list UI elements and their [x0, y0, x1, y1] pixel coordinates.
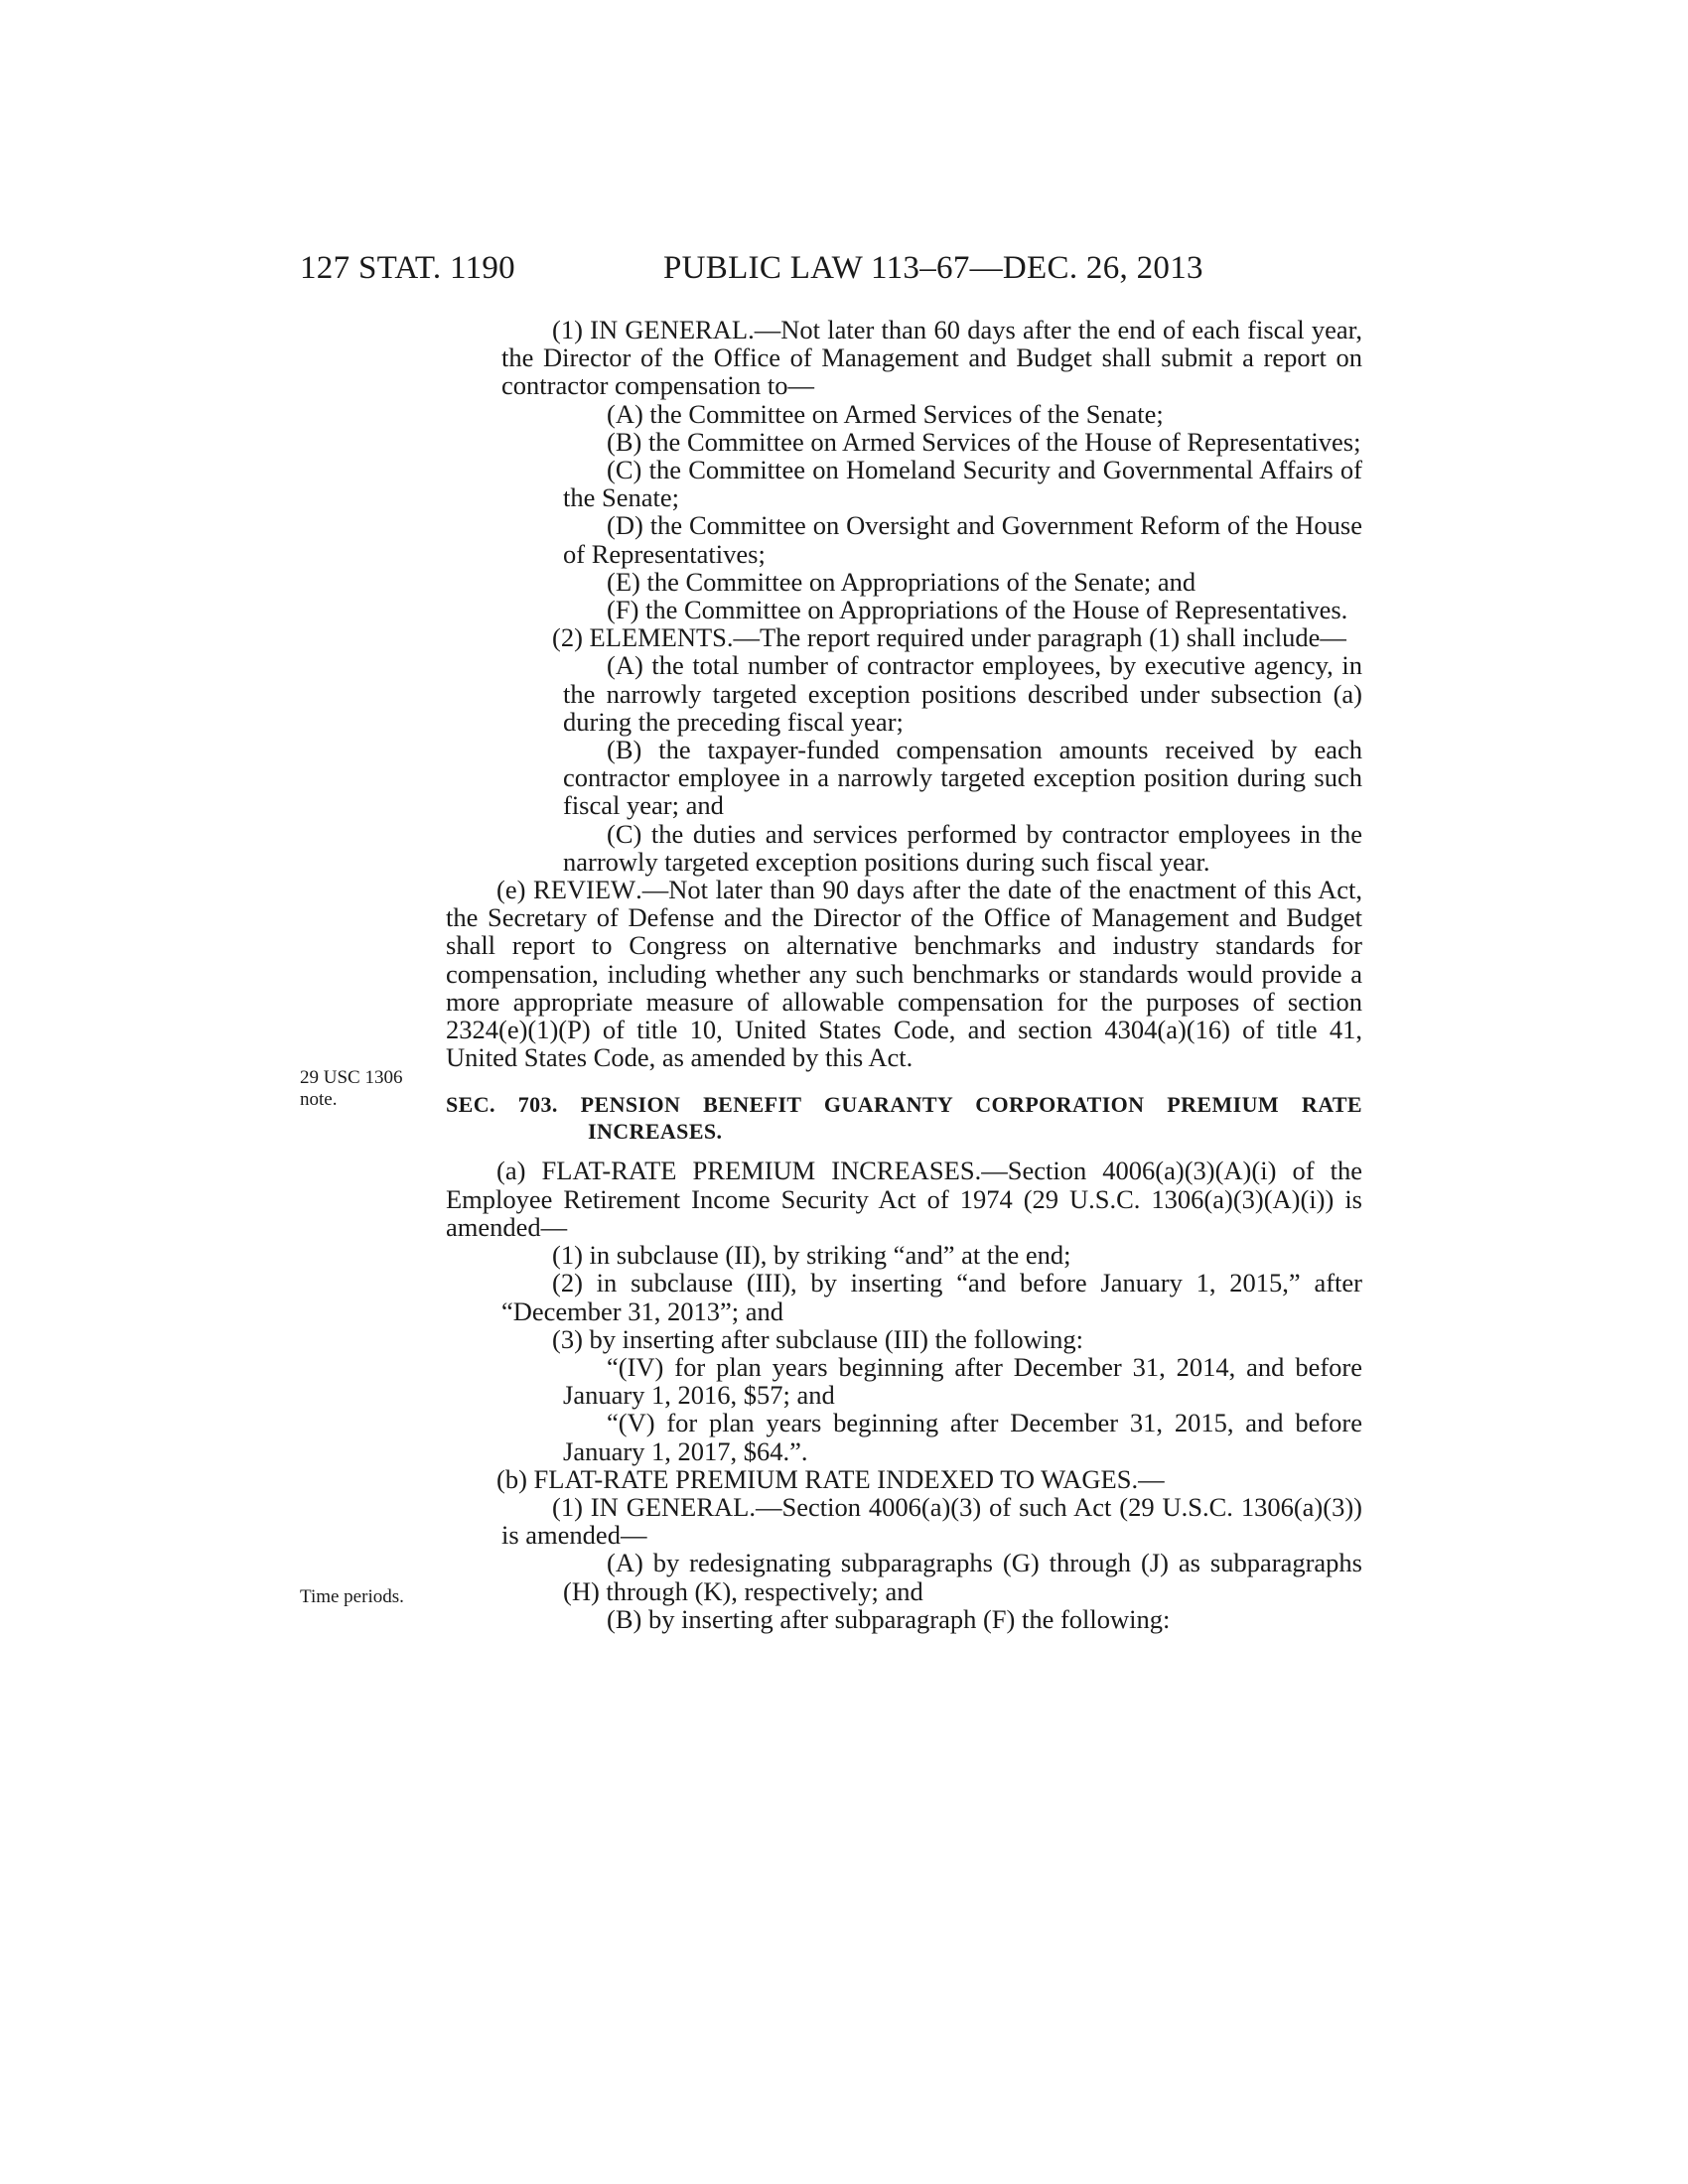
element-A: (A) the total number of contractor employees, by executive agency, in the narrowly targeted exception positions described under subsection (a) during the preceding fiscal year; [563, 650, 1362, 737]
margin-note-usc [300, 1067, 402, 1111]
b1-text: .—Section 4006(a)(3) of such Act (29 U.S.C. 1306(a)(3)) is amended— [501, 1491, 1362, 1551]
a-text: .—Section 4006(a)(3)(A)(i) of the Employee Retirement Income Security Act of 1974 (29 U.S.C. 1306(a)(3)(A)(i)) is amended— [446, 1156, 1362, 1242]
p1-text: .—Not later than 60 days after the end of each fiscal year, the Director of the Office of Management and Budget shall submit a report on contractor compensation to— [501, 315, 1362, 401]
section-703-heading: SEC. 703. PENSION BENEFIT GUARANTY CORPORATION PREMIUM RATE INCREASES. [446, 1092, 1362, 1145]
subsection-a-3: (3) by inserting after subclause (III) the following: [552, 1323, 1083, 1354]
p1-smallcaps: N GENERAL [599, 315, 749, 344]
a-smallcaps: LAT-RATE PREMIUM INCREASES [556, 1156, 975, 1186]
b-text: .— [1131, 1463, 1165, 1494]
margin-usc-cite: 29 USC 1306 [300, 1067, 403, 1088]
paragraph-1 [501, 316, 1362, 400]
subsection-e-review [446, 876, 1362, 1071]
element-B: (B) the taxpayer-funded compensation amounts received by each contractor employee in a narrowly targeted exception position during such fiscal year; and [563, 735, 1362, 821]
margin-note-time-periods: Time periods. [300, 1586, 404, 1607]
review-smallcaps: EVIEW [550, 875, 636, 905]
statute-text-column [446, 315, 1362, 1634]
stat-page-number: 127 STAT. 1190 [300, 250, 515, 286]
item-E: (E) the Committee on Appropriations of the Senate; and [607, 566, 1196, 597]
subsection-b-1-B: (B) by inserting after subparagraph (F) the following: [607, 1603, 1171, 1634]
p2-smallcaps: LEMENTS [605, 622, 727, 653]
item-B: (B) the Committee on Armed Services of the House of Representatives; [607, 426, 1361, 457]
review-lead: (e) R [496, 875, 551, 905]
b1-lead: (1) I [552, 1491, 600, 1522]
subsection-b [446, 1465, 1362, 1493]
p2-text: .—The report required under paragraph (1) shall include— [726, 622, 1346, 653]
review-text: .—Not later than 90 days after the date of the enactment of this Act, the Secretary of Defense and the Director of the Office of Management and Budget shall report to Congress on alternative benchmarks and industry standards for compensation, including whether any such benchmarks or standards would provide a more appropriate measure of allowable compensation for the purposes of section 2324(e)(1)(P) of title 10, United States Code, and section 4304(a)(16) of title 41, United States Code, as amended by this Act. [446, 875, 1362, 1073]
item-C: (C) the Committee on Homeland Security and Governmental Affairs of the Senate; [563, 455, 1362, 513]
subsection-a [446, 1157, 1362, 1241]
subsection-a-2: (2) in subclause (III), by inserting “and before January 1, 2015,” after “December 31, 2013”; and [501, 1268, 1362, 1326]
margin-usc-note: note. [300, 1089, 338, 1110]
public-law-header: PUBLIC LAW 113–67—DEC. 26, 2013 [663, 250, 1203, 286]
subsection-b-1-A: (A) by redesignating subparagraphs (G) through (J) as subparagraphs (H) through (K), respectively; and [563, 1548, 1362, 1606]
item-D: (D) the Committee on Oversight and Government Reform of the House of Representatives; [563, 510, 1362, 569]
subsection-a-1: (1) in subclause (II), by striking “and” at the end; [552, 1240, 1071, 1271]
item-A: (A) the Committee on Armed Services of the Senate; [607, 398, 1164, 429]
p2-lead: (2) E [552, 622, 606, 653]
b1-smallcaps: N GENERAL [599, 1491, 750, 1522]
element-C: (C) the duties and services performed by contractor employees in the narrowly targeted exception positions during such fiscal year. [563, 818, 1362, 877]
a-lead: (a) F [496, 1156, 557, 1186]
b-smallcaps: LAT-RATE PREMIUM RATE INDEXED TO WAGES [548, 1463, 1132, 1494]
p1-lead: (1) I [552, 315, 599, 344]
b-lead: (b) F [496, 1463, 549, 1494]
subclause-V: “(V) for plan years beginning after December 31, 2015, and before January 1, 2017, $64.”. [563, 1408, 1362, 1466]
paragraph-2 [501, 623, 1362, 651]
subclause-IV: “(IV) for plan years beginning after December 31, 2014, and before January 1, 2016, $57; and [563, 1351, 1362, 1411]
subsection-b-1 [501, 1493, 1362, 1549]
item-F: (F) the Committee on Appropriations of the House of Representatives. [607, 595, 1348, 625]
